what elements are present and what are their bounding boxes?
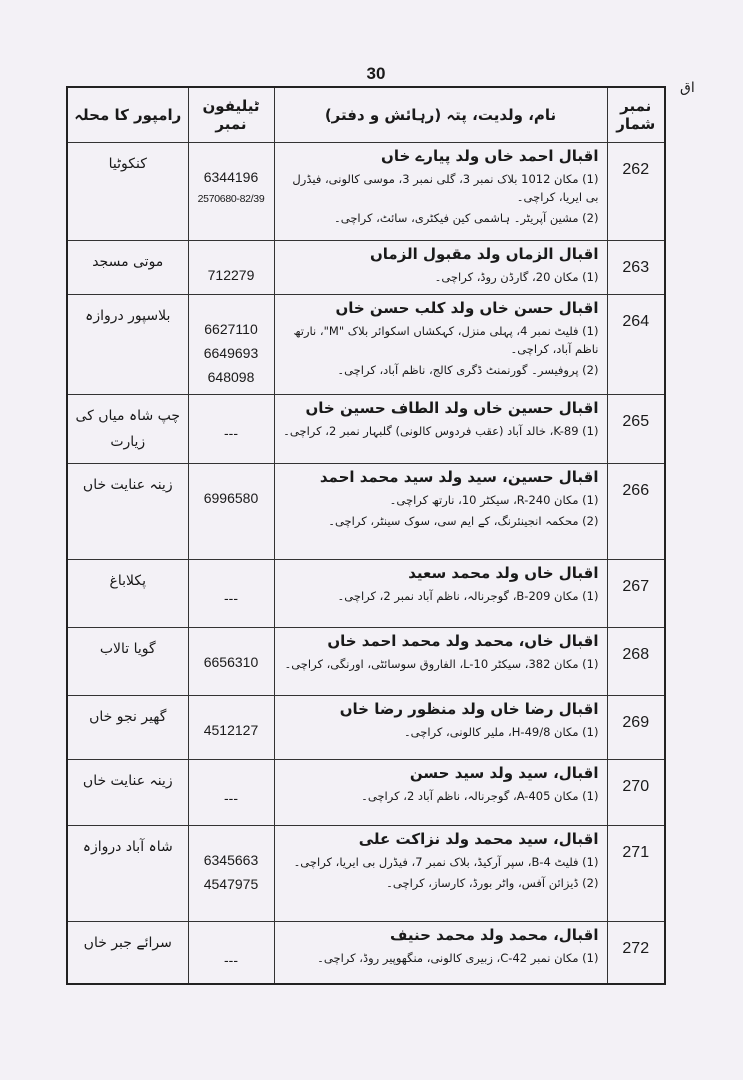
phone-cell: [188, 295, 274, 395]
area-name: زینہ عنایت خاں: [67, 760, 188, 826]
name-cell: [274, 395, 607, 464]
phone-number: 4547975: [203, 876, 259, 892]
phone-number: ---: [224, 425, 238, 441]
name-cell: [274, 760, 607, 826]
entry-name: اقبال، محمد ولد محمد حنیف: [390, 926, 599, 944]
area-name: زینہ عنایت خاں: [67, 464, 188, 560]
entry-address: (1) فلیٹ نمبر 4، پہلی منزل، کہکشاں اسکوائر بلاک "M"، نارتھ ناظم آباد، کراچی۔: [293, 324, 599, 356]
table-header-row: [67, 87, 665, 143]
phone-number: 712279: [207, 267, 255, 283]
table-row: [67, 143, 665, 241]
entry-name: اقبال، سید ولد سید حسن: [409, 764, 599, 782]
phone-cell: [188, 760, 274, 826]
entry-name: اقبال احمد خاں ولد پیارے خاں: [381, 147, 599, 165]
entry-name: اقبال حسین، سید ولد سید محمد احمد: [319, 468, 599, 486]
serial-number: 271: [607, 826, 665, 922]
name-cell: [274, 464, 607, 560]
area-name: موتی مسجد: [67, 241, 188, 295]
table-row: [67, 922, 665, 984]
phone-number: ---: [224, 790, 238, 806]
entry-address: (1) مکان R-240، سیکٹر 10، نارتھ کراچی۔: [389, 493, 599, 507]
entry-address: (2) ڈیزائن آفس، واٹر بورڈ، کارساز، کراچی۔: [386, 876, 599, 890]
entry-address: (1) مکان نمبر C-42، زبیری کالونی، منگھوپیر روڈ، کراچی۔: [317, 951, 599, 965]
entry-address: (1) K-89، خالد آباد (عقب فردوس کالونی) گلبہار نمبر 2، کراچی۔: [283, 424, 599, 438]
entry-name: اقبال خاں، محمد ولد محمد احمد خاں: [327, 632, 599, 650]
table-row: [67, 395, 665, 464]
entry-address: (1) مکان 20، گارڈن روڈ، کراچی۔: [434, 270, 599, 284]
table-body: [67, 143, 665, 984]
table-row: [67, 295, 665, 395]
phone-number: 2570680-82/39: [197, 193, 265, 205]
corner-mark: اق: [680, 80, 695, 96]
phone-cell: [188, 826, 274, 922]
entry-address: (2) مشین آپریٹر۔ ہاشمی کین فیکٹری، سائٹ، کراچی۔: [334, 211, 599, 225]
entry-name: اقبال، سید محمد ولد نزاکت علی: [358, 830, 599, 848]
area-name: گویا تالاب: [67, 628, 188, 696]
header-name: نام، ولدیت، پتہ (رہائش و دفتر): [274, 87, 607, 143]
area-name: پکلاباغ: [67, 560, 188, 628]
page-number: 30: [366, 64, 386, 83]
serial-number: 267: [607, 560, 665, 628]
header-phone: ٹیلیفون نمبر: [188, 87, 274, 143]
entry-name: اقبال حسن خاں ولد کلب حسن خاں: [335, 299, 599, 317]
serial-number: 272: [607, 922, 665, 984]
header-area: رامپور کا محلہ: [67, 87, 188, 143]
name-cell: [274, 143, 607, 241]
entry-address: (1) مکان A-405، گوجرنالہ، ناظم آباد 2، کراچی۔: [361, 789, 599, 803]
phone-cell: [188, 143, 274, 241]
phone-cell: [188, 395, 274, 464]
phone-number: 6649693: [203, 345, 259, 361]
entry-address: (1) مکان H-49/8، ملیر کالونی، کراچی۔: [403, 725, 599, 739]
phone-number: 6344196: [203, 169, 259, 185]
phone-cell: [188, 922, 274, 984]
name-cell: [274, 696, 607, 760]
table-row: [67, 628, 665, 696]
serial-number: 264: [607, 295, 665, 395]
area-name: سرائے جبر خاں: [67, 922, 188, 984]
area-name: چپ شاہ میاں کی زیارت: [67, 395, 188, 464]
entry-address: (1) مکان 382، سیکٹر L-10، الفاروق سوسائٹی، اورنگی، کراچی۔: [284, 657, 599, 671]
serial-number: 265: [607, 395, 665, 464]
phone-number: 648098: [207, 369, 255, 385]
entry-address: (1) مکان 1012 بلاک نمبر 3، گلی نمبر 3، موسی کالونی، فیڈرل بی ایریا، کراچی۔: [292, 172, 599, 204]
table-row: [67, 696, 665, 760]
phone-cell: [188, 241, 274, 295]
phone-cell: [188, 560, 274, 628]
name-cell: [274, 241, 607, 295]
phone-cell: [188, 628, 274, 696]
table-row: [67, 241, 665, 295]
area-name: شاہ آباد دروازہ: [67, 826, 188, 922]
serial-number: 266: [607, 464, 665, 560]
header-serial: نمبر شمار: [607, 87, 665, 143]
table-row: [67, 760, 665, 826]
entry-name: اقبال الزماں ولد مقبول الزماں: [369, 245, 599, 263]
phone-number: ---: [224, 952, 238, 968]
name-cell: [274, 826, 607, 922]
entry-address: (1) مکان B-209، گوجرنالہ، ناظم آباد نمبر 2، کراچی۔: [337, 589, 599, 603]
entry-name: اقبال خاں ولد محمد سعید: [408, 564, 599, 582]
name-cell: [274, 922, 607, 984]
phone-number: 6656310: [203, 654, 259, 670]
area-name: بلاسپور دروازہ: [67, 295, 188, 395]
area-name: کنکوٹیا: [67, 143, 188, 241]
phone-number: 6627110: [204, 321, 258, 337]
entry-address: (2) محکمہ انجینئرنگ، کے ایم سی، سوک سینٹر، کراچی۔: [328, 514, 599, 528]
area-name: گھیر نجو خاں: [67, 696, 188, 760]
phone-cell: [188, 464, 274, 560]
name-cell: [274, 295, 607, 395]
phone-cell: [188, 696, 274, 760]
entry-name: اقبال رضا خاں ولد منظور رضا خاں: [339, 700, 599, 718]
serial-number: 268: [607, 628, 665, 696]
phone-number: 6996580: [203, 490, 259, 506]
phone-number: 4512127: [203, 722, 259, 738]
phone-number: 6345663: [203, 852, 259, 868]
serial-number: 263: [607, 241, 665, 295]
name-cell: [274, 560, 607, 628]
serial-number: 270: [607, 760, 665, 826]
table-row: [67, 826, 665, 922]
directory-table: [66, 86, 666, 985]
entry-address: (1) فلیٹ B-4، سپر آرکیڈ، بلاک نمبر 7، فیڈرل بی ایریا، کراچی۔: [293, 855, 599, 869]
name-cell: [274, 628, 607, 696]
entry-name: اقبال حسین خاں ولد الطاف حسین خاں: [305, 399, 599, 417]
entry-address: (2) پروفیسر۔ گورنمنٹ ڈگری کالج، ناظم آباد، کراچی۔: [337, 363, 599, 377]
table-row: [67, 464, 665, 560]
table-row: [67, 560, 665, 628]
phone-number: ---: [224, 590, 238, 606]
serial-number: 262: [607, 143, 665, 241]
serial-number: 269: [607, 696, 665, 760]
